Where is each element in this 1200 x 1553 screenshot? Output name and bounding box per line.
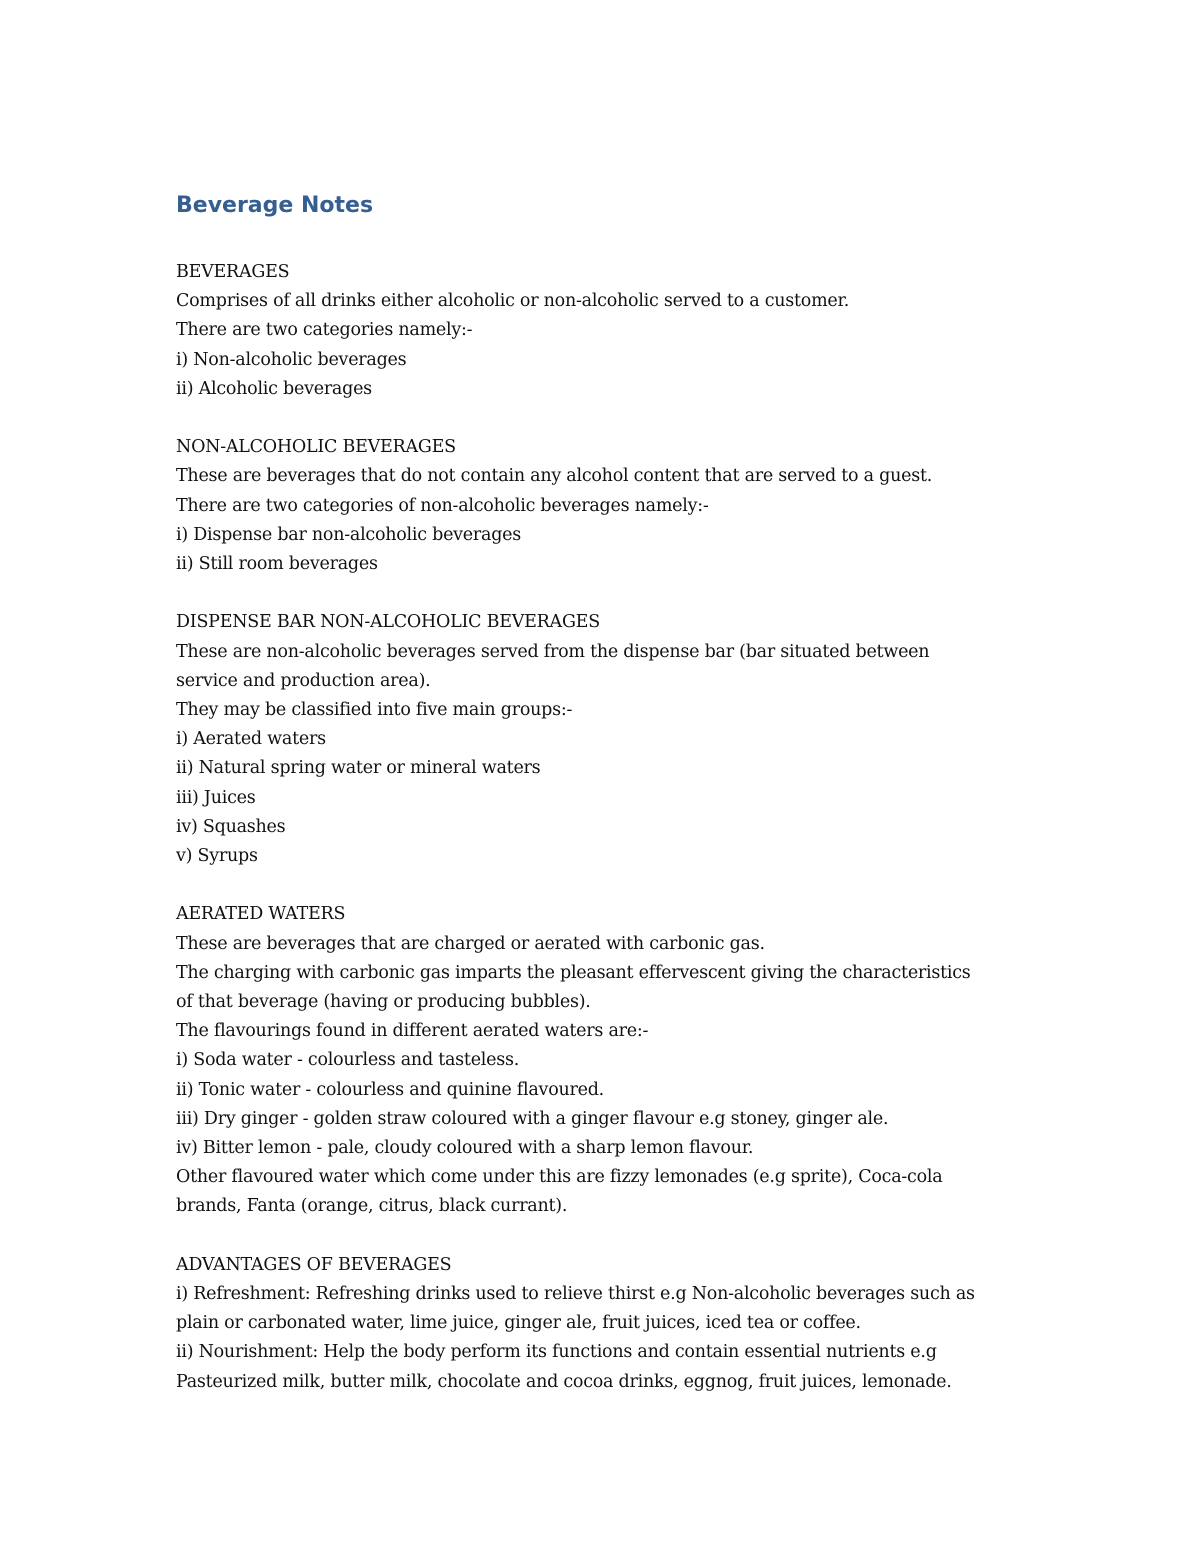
- paragraph-line: Other flavoured water which come under this are fizzy lemonades (e.g sprite), Coca-cola: [176, 1167, 943, 1188]
- document-body: [176, 188, 1036, 1397]
- list-item: v) Syrups: [176, 846, 258, 867]
- section-aerated-waters: [176, 900, 1036, 1221]
- list-item: iv) Bitter lemon - pale, cloudy coloured with a sharp lemon flavour.: [176, 1138, 754, 1159]
- section-heading: BEVERAGES: [176, 262, 290, 282]
- section-dispense-bar: [176, 608, 1036, 871]
- paragraph-line: of that beverage (having or producing bubbles).: [176, 992, 591, 1013]
- paragraph-line: These are non-alcoholic beverages served from the dispense bar (bar situated between: [176, 641, 930, 662]
- list-item: ii) Alcoholic beverages: [176, 378, 372, 399]
- paragraph-line: There are two categories of non-alcoholic beverages namely:-: [176, 495, 709, 516]
- section-beverages: [176, 258, 1036, 404]
- paragraph-line: There are two categories namely:-: [176, 320, 473, 341]
- paragraph-line: These are beverages that are charged or aerated with carbonic gas.: [176, 933, 765, 954]
- list-item: i) Non-alcoholic beverages: [176, 349, 407, 370]
- section-heading: ADVANTAGES OF BEVERAGES: [176, 1254, 452, 1275]
- paragraph-line: plain or carbonated water, lime juice, ginger ale, fruit juices, iced tea or coffee.: [176, 1313, 861, 1334]
- list-item: iv) Squashes: [176, 816, 286, 837]
- list-item: ii) Still room beverages: [176, 554, 378, 575]
- list-item: i) Dispense bar non-alcoholic beverages: [176, 524, 522, 545]
- list-item: iii) Juices: [176, 787, 256, 808]
- paragraph-line: service and production area).: [176, 670, 431, 691]
- section-heading: NON-ALCOHOLIC BEVERAGES: [176, 437, 456, 458]
- section-heading: DISPENSE BAR NON-ALCOHOLIC BEVERAGES: [176, 612, 600, 633]
- paragraph-line: Pasteurized milk, butter milk, chocolate and cocoa drinks, eggnog, fruit juices, lemonade.: [176, 1371, 952, 1392]
- paragraph-line: brands, Fanta (orange, citrus, black currant).: [176, 1196, 568, 1217]
- list-item: i) Aerated waters: [176, 729, 326, 750]
- list-item: ii) Natural spring water or mineral waters: [176, 758, 541, 779]
- section-heading: AERATED WATERS: [176, 904, 346, 925]
- section-non-alcoholic-beverages: [176, 433, 1036, 579]
- paragraph-line: They may be classified into five main groups:-: [176, 700, 573, 721]
- list-item: i) Refreshment: Refreshing drinks used to relieve thirst e.g Non-alcoholic beverages such as: [176, 1284, 975, 1305]
- section-advantages: [176, 1251, 1036, 1397]
- paragraph-line: These are beverages that do not contain any alcohol content that are served to a guest.: [176, 466, 933, 487]
- list-item: ii) Tonic water - colourless and quinine flavoured.: [176, 1079, 604, 1100]
- list-item: ii) Nourishment: Help the body perform its functions and contain essential nutrients e.g: [176, 1342, 937, 1363]
- paragraph-line: The charging with carbonic gas imparts the pleasant effervescent giving the characteristics: [176, 962, 971, 983]
- document-title: Beverage Notes: [176, 193, 374, 218]
- paragraph-line: The flavourings found in different aerated waters are:-: [176, 1021, 649, 1042]
- paragraph-line: Comprises of all drinks either alcoholic or non-alcoholic served to a customer.: [176, 291, 850, 312]
- list-item: iii) Dry ginger - golden straw coloured with a ginger flavour e.g stoney, ginger ale.: [176, 1108, 889, 1129]
- list-item: i) Soda water - colourless and tasteless.: [176, 1050, 520, 1071]
